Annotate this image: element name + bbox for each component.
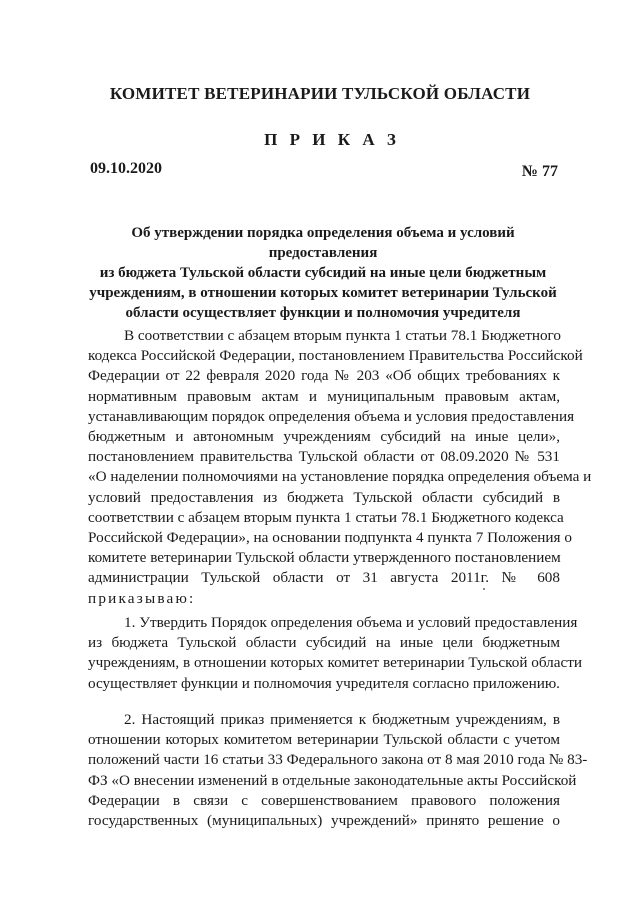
text-line: 1. Утвердить Порядок определения объема и условий предоставления <box>124 614 578 631</box>
order-verb: приказываю: <box>88 589 196 607</box>
text-line: из бюджета Тульской области субсидий на иные цели бюджетным <box>88 634 560 652</box>
text-line: 2. Настоящий приказ применяется к бюджетным учреждениям, в <box>124 711 560 728</box>
order-title: П Р И К А З <box>264 130 400 149</box>
text-line: устанавливающим порядок определения объема и условия предоставления <box>88 407 575 425</box>
text-line: государственных (муниципальных) учреждений» принято решение о <box>88 812 560 830</box>
text-line: Федерации в связи с совершенствованием правового положения <box>88 791 560 809</box>
text-line: отношении которых комитетом ветеринарии Тульской области с учетом <box>88 731 560 749</box>
subject-line: учреждениям, в отношении которых комитет ветеринарии Тульской <box>89 285 557 301</box>
text-line: Федерации от 22 февраля 2020 года № 203 «Об общих требованиях к <box>88 367 560 385</box>
text-line: постановлением правительства Тульской области от 08.09.2020 № 531 <box>88 448 560 466</box>
text-line: учреждениям, в отношении которых комитет ветеринарии Тульской области <box>88 654 583 672</box>
text-line: В соответствии с абзацем вторым пункта 1 статьи 78.1 Бюджетного <box>124 327 562 344</box>
subject-line: области осуществляет функции и полномочия учредителя <box>125 305 521 321</box>
text-line: Российской Федерации», на основании подпункта 4 пункта 7 Положения о <box>88 529 572 547</box>
preamble-paragraph <box>88 326 592 609</box>
order-date: 09.10.2020 <box>90 160 162 177</box>
text-line: положений части 16 статьи 33 Федерального закона от 8 мая 2010 года № 83- <box>88 751 588 769</box>
subject-line: Об утверждении порядка определения объема и условий предоставления <box>131 225 515 261</box>
scan-speck <box>483 588 485 590</box>
subject-line: из бюджета Тульской области субсидий на иные цели бюджетным <box>99 265 547 281</box>
text-line: «О наделении полномочиями на установление порядка определения объема и <box>88 468 592 486</box>
committee-heading: КОМИТЕТ ВЕТЕРИНАРИИ ТУЛЬСКОЙ ОБЛАСТИ <box>109 84 531 103</box>
text-line: администрации Тульской области от 31 августа 2011г. № 608 <box>88 569 560 587</box>
order-item-1 <box>88 613 583 694</box>
order-subject <box>88 223 558 323</box>
text-line: ФЗ «О внесении изменений в отдельные законодательные акты Российской <box>88 771 577 789</box>
text-line: соответствии с абзацем вторым пункта 1 статьи 78.1 Бюджетного кодекса <box>88 508 564 526</box>
order-number: № 77 <box>521 163 558 180</box>
order-item-2 <box>88 710 588 831</box>
text-line: условий предоставления из бюджета Тульской области субсидий в <box>88 488 560 506</box>
text-line: нормативным правовым актам и муниципальным правовым актам, <box>88 387 560 405</box>
text-line: осуществляет функции и полномочия учредителя согласно приложению. <box>88 674 560 692</box>
text-line: комитете ветеринарии Тульской области утвержденного постановлением <box>88 549 561 567</box>
text-line: кодекса Российской Федерации, постановлением Правительства Российской <box>88 347 583 365</box>
text-line: бюджетным и автономным учреждениям субсидий на иные цели», <box>88 428 560 446</box>
